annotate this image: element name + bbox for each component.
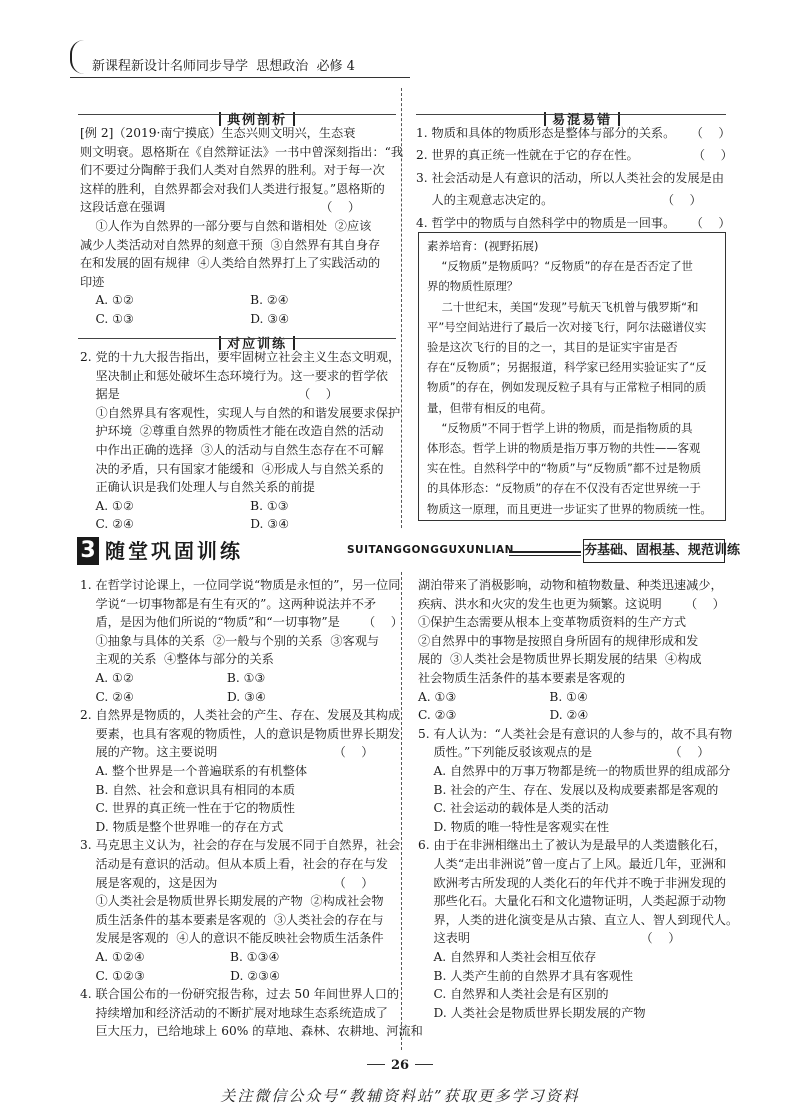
section-rule	[78, 338, 396, 339]
banner-line	[509, 551, 581, 553]
exercise-line: 质性。”下列能反驳该观点的是 （ ）	[418, 745, 710, 760]
exercise-line: 2. 自然界是物质的，人类社会的产生、存在、发展及其构成	[80, 708, 401, 723]
banner-line	[509, 555, 581, 556]
exercise-line: C. 社会运动的载体是人类的活动	[418, 801, 609, 816]
question-line: 坚决制止和惩处破坏生态环境行为。这一要求的哲学依	[80, 368, 388, 383]
box-line: 量，但带有相反的电荷。	[427, 400, 553, 415]
exercise-line: 这表明 （ ）	[418, 931, 681, 946]
exercise-line: C. ②④ D. ③④	[80, 689, 266, 704]
section-banner	[77, 537, 741, 565]
exercise-line: 盾，是因为他们所说的“物质”和“一切事物”是 （ ）	[80, 615, 403, 630]
question-line: 减少人类活动对自然界的刻意干预 ③自然界有其自身存	[80, 237, 381, 252]
question-line: 据是 （ ）	[80, 387, 338, 402]
exercise-line: A. ①②④ B. ①③④	[80, 950, 280, 964]
section-rule	[416, 114, 726, 115]
box-line: 素养培育：(视野拓展)	[427, 239, 539, 253]
section-title-duiying	[200, 318, 301, 352]
column-divider	[401, 88, 402, 528]
exercise-line: ①人类社会是物质世界长期发展的产物 ②构成社会物	[80, 894, 384, 909]
exercise-line: B. 社会的产生、存在、发展以及构成要素都是客观的	[418, 782, 719, 797]
statement-line: 人的主观意志决定的。 （ ）	[416, 193, 702, 208]
exercise-line: 要素，也具有客观的物质性，人的意识是物质世界长期发	[80, 726, 401, 741]
header-brace	[70, 40, 84, 74]
box-line: 物质”的存在，例如发现反粒子具有与正常粒子相同的质	[427, 380, 707, 395]
box-line: 存在“反物质”；另据报道，科学家已经用实验证实了“反	[427, 360, 707, 375]
header-rule	[70, 77, 410, 78]
exercise-line: 展的 ③人类社会是物质世界长期发展的结果 ④构成	[418, 652, 702, 667]
column-divider	[401, 572, 402, 1050]
banner-slogan: 夯基础、固根基、规范训练	[583, 539, 725, 563]
exercise-line: D. 物质的唯一特性是客观实在性	[418, 819, 610, 834]
exercise-line: D. 人类社会是物质世界长期发展的产物	[418, 1005, 646, 1020]
section-title-dianli	[200, 94, 301, 128]
exercise-line: 5. 有人认为：“人类社会是有意识的人参与的，故不具有物	[418, 726, 733, 741]
box-line: “反物质”是物质吗？“反物质”的存在是否否定了世	[427, 259, 693, 274]
box-line: 验是这次飞行的目的之一，其目的是证实宇宙是否	[427, 340, 678, 354]
box-line: “反物质”不同于哲学上讲的物质，而是指物质的具	[427, 420, 693, 435]
exercise-line: 质生活条件的基本要素是客观的 ③人类社会的存在与	[80, 912, 384, 927]
exercise-line: 社会物质生活条件的基本要素是客观的	[418, 671, 626, 685]
banner-title: 随堂巩固训练	[105, 539, 243, 563]
page-header-title: 新课程新设计名师同步导学 思想政治 必修 4	[92, 59, 355, 74]
exercise-line: 3. 马克思主义认为，社会的存在与发展不同于自然界，社会	[80, 838, 401, 853]
exercise-line: 6. 由于在非洲相继出土了被认为是最早的人类遗骸化石，	[418, 838, 727, 853]
box-line: 界的物质性原理？	[427, 279, 519, 294]
question-line: 2. 党的十九大报告指出，要牢固树立社会主义生态文明观，	[80, 350, 401, 364]
section-label: 典例剖析	[227, 113, 288, 128]
question-line: A. ①② B. ①③	[80, 498, 289, 513]
literacy-box	[418, 232, 726, 521]
exercise-line: 活动是有意识的活动。但从本质上看，社会的存在与发	[80, 857, 388, 871]
exercise-line: 展的产物。这主要说明 （ ）	[80, 745, 374, 760]
exercise-line: 巨大压力，已给地球上 60% 的草地、森林、农耕地、河流和	[80, 1024, 423, 1039]
box-line: 的具体形态：“反物质”的存在不仅没有否定世界统一于	[427, 481, 701, 496]
question-line: 护环境 ②尊重自然界的物质性才能在改造自然的活动	[80, 424, 384, 439]
footer-note: 关注微信公众号“教辅资料站”获取更多学习资料	[220, 1087, 580, 1105]
exercise-line: ②自然界中的事物是按照自身所固有的规律形成和发	[418, 633, 699, 648]
page-number: 26	[0, 1058, 800, 1073]
exercise-line: D. 物质是整个世界唯一的存在方式	[80, 819, 284, 834]
exercise-line: 疾病、洪水和火灾的发生也更为频繁。这说明 （ ）	[418, 596, 725, 611]
question-line: C. ①③ D. ③④	[80, 312, 290, 326]
banner-number: 3	[77, 537, 99, 565]
exercise-line: A. 自然界和人类社会相互依存	[418, 950, 597, 964]
section-label: 对应训练	[227, 337, 288, 352]
exercise-line: 湖泊带来了消极影响，动物和植物数量、种类迅速减少，	[418, 578, 723, 592]
exercise-line: A. 整个世界是一个普遍联系的有机整体	[80, 764, 308, 778]
exercise-line: C. ①②③ D. ②③④	[80, 968, 281, 983]
question-line: 在和发展的固有规律 ④人类给自然界打上了实践活动的	[80, 256, 381, 271]
box-line: 平”号空间站进行了最后一次对接飞行，阿尔法磁谱仪实	[427, 319, 707, 334]
statement-line: 3. 社会活动是人有意识的活动，所以人类社会的发展是由	[416, 170, 725, 185]
question-line: A. ①② B. ②④	[80, 293, 289, 308]
exercise-line: A. 自然界中的万事万物都是统一的物质世界的组成部分	[418, 764, 731, 778]
exercise-line: 主观的关系 ④整体与部分的关系	[80, 652, 274, 667]
exercise-line: ①保护生态需要从根本上变革物质资料的生产方式	[418, 615, 687, 630]
exercise-line: 人类“走出非洲说”曾一度占了上风。最近几年，亚洲和	[418, 857, 727, 871]
section-rule	[78, 114, 396, 115]
exercise-line: B. 自然、社会和意识具有相同的本质	[80, 782, 296, 797]
statement-line: 1. 物质和具体的物质形态是整体与部分的关系。 （ ）	[416, 126, 731, 140]
question-line: C. ②④ D. ③④	[80, 517, 290, 532]
question-line: ①人作为自然界的一部分要与自然和谐相处 ②应该	[80, 219, 372, 233]
box-line: 二十世纪末，美国“发现”号航天飞机曾与俄罗斯“和	[427, 299, 699, 314]
box-line: 体形态。哲学上讲的物质是指万事万物的共性——客观	[427, 441, 701, 455]
exercise-line: A. ①② B. ①③	[80, 671, 266, 685]
statement-line: 4. 哲学中的物质与自然科学中的物质是一回事。 （ ）	[416, 215, 731, 230]
exercise-line: C. 世界的真正统一性在于它的物质性	[80, 801, 295, 816]
statement-line: 2. 世界的真正统一性就在于它的存在性。 （ ）	[416, 148, 733, 163]
exercise-line: 界，人类的进化演变是从古猿、直立人、智人到现代人。	[418, 912, 739, 927]
question-line: 这样的胜利，自然界都会对我们人类进行报复。”恩格斯的	[80, 181, 385, 196]
section-label: 易混易错	[552, 113, 613, 128]
question-line: 决的矛盾，只有国家才能缓和 ④形成人与自然关系的	[80, 461, 384, 476]
exercise-line: 欧洲考古所发现的人类化石的年代并不晚于非洲发现的	[418, 875, 726, 890]
exercise-line: 发展是客观的 ④人的意识不能反映社会物质生活条件	[80, 931, 384, 946]
question-line: 这段话意在强调 （ ）	[80, 200, 361, 215]
question-line: [例 2]（2019·南宁摸底）生态兴则文明兴，生态衰	[80, 126, 356, 140]
question-line: ①自然界具有客观性，实现人与自然的和谐发展要求保护	[80, 405, 401, 420]
exercise-line: C. 自然界和人类社会是有区别的	[418, 987, 609, 1002]
banner-pinyin: SUITANGGONGGUXUNLIAN	[347, 544, 514, 556]
exercise-line: 持续增加和经济活动的不断扩展对地球生态系统造成了	[80, 1005, 388, 1020]
box-line: 实在性。自然科学中的“物质”与“反物质”都不过是物质	[427, 461, 702, 476]
exercise-line: B. 人类产生前的自然界才具有客观性	[418, 968, 634, 983]
exercise-line: C. ②③ D. ②④	[418, 708, 589, 723]
question-line: 们不要过分陶醉于我们人类对自然界的胜利。对于每一次	[80, 163, 385, 178]
exercise-line: 学说“一切事物都是有生有灭的”。这两种说法并不矛	[80, 596, 377, 611]
question-line: 正确认识是我们处理人与自然关系的前提	[80, 480, 315, 495]
exercise-line: 那些化石。大量化石和文化遗物证明，人类起源于动物	[418, 894, 726, 909]
section-title-yihun	[525, 94, 626, 128]
exercise-line: 1. 在哲学讨论课上，一位同学说“物质是永恒的”，另一位同	[80, 578, 401, 592]
box-line: 物质这一原理，而且更进一步证实了世界的物质统一性。	[427, 501, 712, 516]
question-line: 中作出正确的选择 ③人的活动与自然生态存在不可解	[80, 443, 384, 457]
exercise-line: 展是客观的，这是因为 （ ）	[80, 875, 374, 890]
question-line: 印迹	[80, 274, 105, 289]
question-line: 则文明衰。恩格斯在《自然辩证法》一书中曾深刻指出：“我	[80, 144, 404, 159]
exercise-line: A. ①③ B. ①④	[418, 689, 588, 704]
exercise-line: ①抽象与具体的关系 ②一般与个别的关系 ③客观与	[80, 633, 380, 648]
exercise-line: 4. 联合国公布的一份研究报告称，过去 50 年间世界人口的	[80, 987, 400, 1002]
